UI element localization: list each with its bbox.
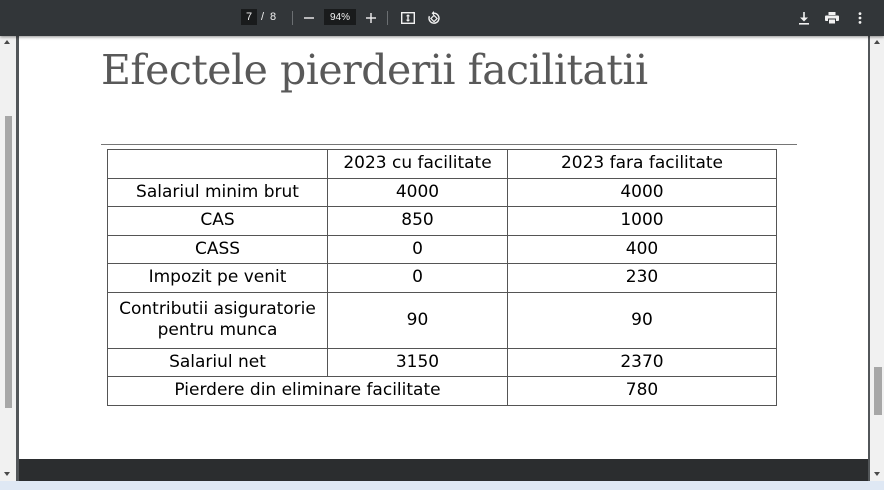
table-row: [108, 235, 777, 264]
summary-label: Pierdere din eliminare facilitate: [108, 377, 508, 406]
table-cell: 2370: [508, 348, 777, 377]
table-row-label: CAS: [108, 207, 328, 236]
summary-value: 780: [508, 377, 777, 406]
table-header-cell: 2023 fara facilitate: [508, 150, 777, 179]
table-header-cell: [108, 150, 328, 179]
table-cell: 1000: [508, 207, 777, 236]
table-row: [108, 178, 777, 207]
scroll-down-arrow-icon[interactable]: [874, 472, 880, 476]
table-row-label: CASS: [108, 235, 328, 264]
scroll-up-arrow-icon[interactable]: [874, 40, 880, 44]
page-gap: [19, 459, 868, 481]
rotate-icon[interactable]: [424, 8, 444, 28]
page-separator: /: [261, 11, 265, 23]
bottom-edge: [0, 481, 884, 490]
print-icon[interactable]: [822, 8, 842, 28]
plus-icon[interactable]: [361, 8, 381, 28]
table-row-label: Salariul net: [108, 348, 328, 377]
table-header-cell: 2023 cu facilitate: [328, 150, 508, 179]
table-header-row: [108, 150, 777, 179]
page-number-input[interactable]: 7: [241, 9, 257, 25]
table-cell: 4000: [328, 178, 508, 207]
right-scroll-thumb[interactable]: [874, 367, 882, 415]
minus-icon[interactable]: [299, 8, 319, 28]
right-scrollbar[interactable]: [870, 36, 884, 482]
table-row: [108, 292, 777, 348]
left-scroll-thumb[interactable]: [5, 116, 12, 408]
toolbar-divider: [387, 11, 388, 25]
table-cell: 0: [328, 235, 508, 264]
table-cell: 230: [508, 264, 777, 293]
table-row-label: Salariul minim brut: [108, 178, 328, 207]
table-cell: 90: [328, 292, 508, 348]
title-divider: [101, 144, 797, 145]
toolbar-divider: [292, 11, 293, 25]
scroll-up-arrow-icon[interactable]: [4, 40, 10, 44]
table-cell: 3150: [328, 348, 508, 377]
table-cell: 0: [328, 264, 508, 293]
pdf-page: [19, 36, 868, 459]
fit-page-icon[interactable]: [398, 8, 418, 28]
table-summary-row: [108, 377, 777, 406]
table-cell: 400: [508, 235, 777, 264]
table-cell: 4000: [508, 178, 777, 207]
table-row: [108, 207, 777, 236]
table-row-label: Impozit pe venit: [108, 264, 328, 293]
zoom-input[interactable]: 94%: [324, 9, 356, 25]
table-cell: 90: [508, 292, 777, 348]
scroll-down-arrow-icon[interactable]: [4, 472, 10, 476]
page-total: 8: [270, 11, 277, 23]
table-row: [108, 348, 777, 377]
table-cell: 850: [328, 207, 508, 236]
more-vert-icon[interactable]: [850, 8, 870, 28]
download-icon[interactable]: [794, 8, 814, 28]
comparison-table: [107, 149, 777, 406]
table-row: [108, 264, 777, 293]
slide-title: Efectele pierderii facilitatii: [101, 46, 648, 94]
pdf-toolbar: [0, 0, 884, 36]
table-row-label: Contributii asiguratorie pentru munca: [108, 292, 328, 348]
